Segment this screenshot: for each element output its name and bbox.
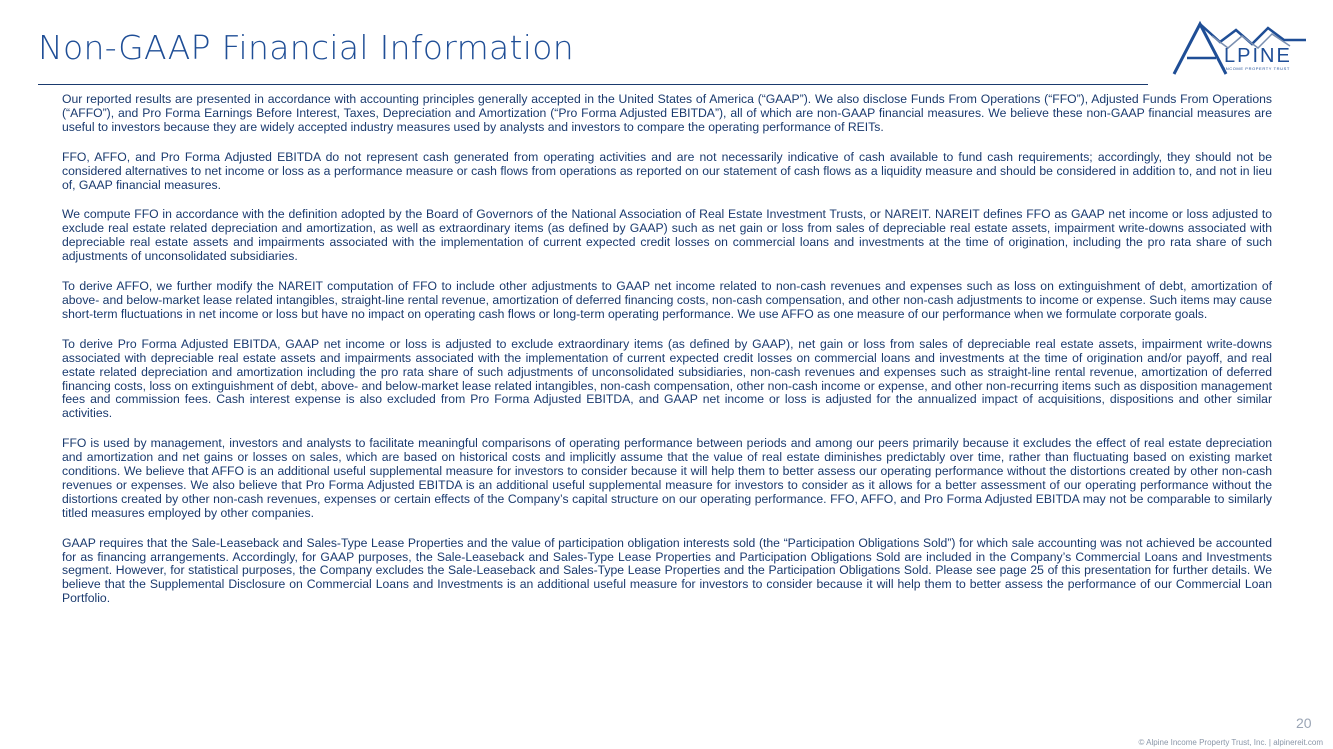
page-number: 20 xyxy=(1296,715,1312,731)
paragraph-affo-definition: To derive AFFO, we further modify the NAREIT computation of FFO to include other adjustments to GAAP net income related to non-cash revenues and expenses such as loss on extinguishment of debt, amortization of above- and below-market lease related intangibles, straight-line rental revenue, amortization of deferred financing costs, non-cash compensation, and other non-cash adjustments to income or expense. Such items may cause short-term fluctuations in net income or loss but have no impact on operating cash flows or long-term operating performance. We use AFFO as one measure of our performance when we formulate corporate goals. xyxy=(62,279,1272,321)
footer-copyright: © Alpine Income Property Trust, Inc. | alpinereit.com xyxy=(1138,738,1323,747)
paragraph-non-gaap-intro: Our reported results are presented in accordance with accounting principles generally accepted in the United States of America (“GAAP”). We also disclose Funds From Operations (“FFO”), Adjusted Funds From Operations (“AFFO”), and Pro Forma Earnings Before Interest, Taxes, Depreciation and Amortization (“Pro Forma Adjusted EBITDA”), all of which are non-GAAP financial measures. We believe these non-GAAP financial measures are useful to investors because they are widely accepted industry measures used by analysts and investors to compare the operating performance of REITs. xyxy=(62,92,1272,134)
paragraph-ebitda-definition: To derive Pro Forma Adjusted EBITDA, GAAP net income or loss is adjusted to exclude extraordinary items (as defined by GAAP), net gain or loss from sales of depreciable real estate assets, impairment write-downs associated with depreciable real estate assets and impairments associated with the implementation of current expected credit losses on commercial loans and investments at the time of origination and/or payoff, and real estate related depreciation and amortization including the pro rata share of such adjustments of unconsolidated subsidiaries, non-cash revenues and expenses such as straight-line rental revenue, amortization of deferred financing costs, loss on extinguishment of debt, above- and below-market lease related intangibles, non-cash compensation, other non-cash income or expense, and other non-recurring items such as disposition management fees and commission fees. Cash interest expense is also excluded from Pro Forma Adjusted EBITDA, and GAAP net income or loss is adjusted for the annualized impact of acquisitions, dispositions and other similar activities. xyxy=(62,336,1272,421)
logo-lettering: LPINE xyxy=(1224,45,1292,67)
page-title: Non-GAAP Financial Information xyxy=(38,28,574,67)
disclosure-body xyxy=(62,93,1272,622)
paragraph-ffo-definition: We compute FFO in accordance with the definition adopted by the Board of Governors of the National Association of Real Estate Investment Trusts, or NAREIT. NAREIT defines FFO as GAAP net income or loss adjusted to exclude real estate related depreciation and amortization, as well as extraordinary items (as defined by GAAP) such as net gain or loss from sales of depreciable real estate assets, impairment write-downs associated with depreciable real estate assets and impairments associated with the implementation of current expected credit losses on commercial loans and investments at the time of origination, including the pro rata share of such adjustments of unconsolidated subsidiaries. xyxy=(62,207,1272,264)
paragraph-usefulness: FFO is used by management, investors and analysts to facilitate meaningful comparisons of operating performance between periods and among our peers primarily because it excludes the effect of real estate depreciation and amortization and net gains or losses on sales, which are based on historical costs and implicitly assume that the value of real estate diminishes predictably over time, rather than fluctuating based on existing market conditions. We believe that AFFO is an additional useful supplemental measure for investors to consider because it will help them to better assess our operating performance without the distortions created by other non-cash revenues or expenses. We also believe that Pro Forma Adjusted EBITDA is an additional useful supplemental measure for investors to consider as it allows for a better assessment of our operating performance without the distortions created by other non-cash revenues, expenses or certain effects of the Company’s capital structure on our operating performance. FFO, AFFO, and Pro Forma Adjusted EBITDA may not be comparable to similarly titled measures employed by other companies. xyxy=(62,436,1272,520)
paragraph-not-cash-measures: FFO, AFFO, and Pro Forma Adjusted EBITDA do not represent cash generated from operating activities and are not necessarily indicative of cash available to fund cash requirements; accordingly, they should not be considered alternatives to net income or loss as a performance measure or cash flows from operations as reported on our statement of cash flows as a liquidity measure and should be considered in addition to, and not in lieu of, GAAP financial measures. xyxy=(62,149,1272,192)
paragraph-sale-leaseback: GAAP requires that the Sale-Leaseback and Sales-Type Lease Properties and the value of participation obligation interests sold (the “Participation Obligations Sold”) for which sale accounting was not achieved be accounted for as financing arrangements. Accordingly, for GAAP purposes, the Sale-Leaseback and Sales-Type Lease Properties and Participation Obligations Sold are included in the Company’s Commercial Loans and Investments segment. However, for statistical purposes, the Company excludes the Sale-Leaseback and Sales-Type Lease Properties and the Participation Obligations Sold. Please see page 25 of this presentation for further details. We believe that the Supplemental Disclosure on Commercial Loans and Investments is an additional useful measure for investors to consider because it will help them to better assess the performance of our Commercial Loan Portfolio. xyxy=(62,535,1272,606)
title-divider xyxy=(38,84,1148,85)
logo-tagline: INCOME PROPERTY TRUST xyxy=(1224,66,1290,71)
company-logo xyxy=(1172,18,1308,76)
